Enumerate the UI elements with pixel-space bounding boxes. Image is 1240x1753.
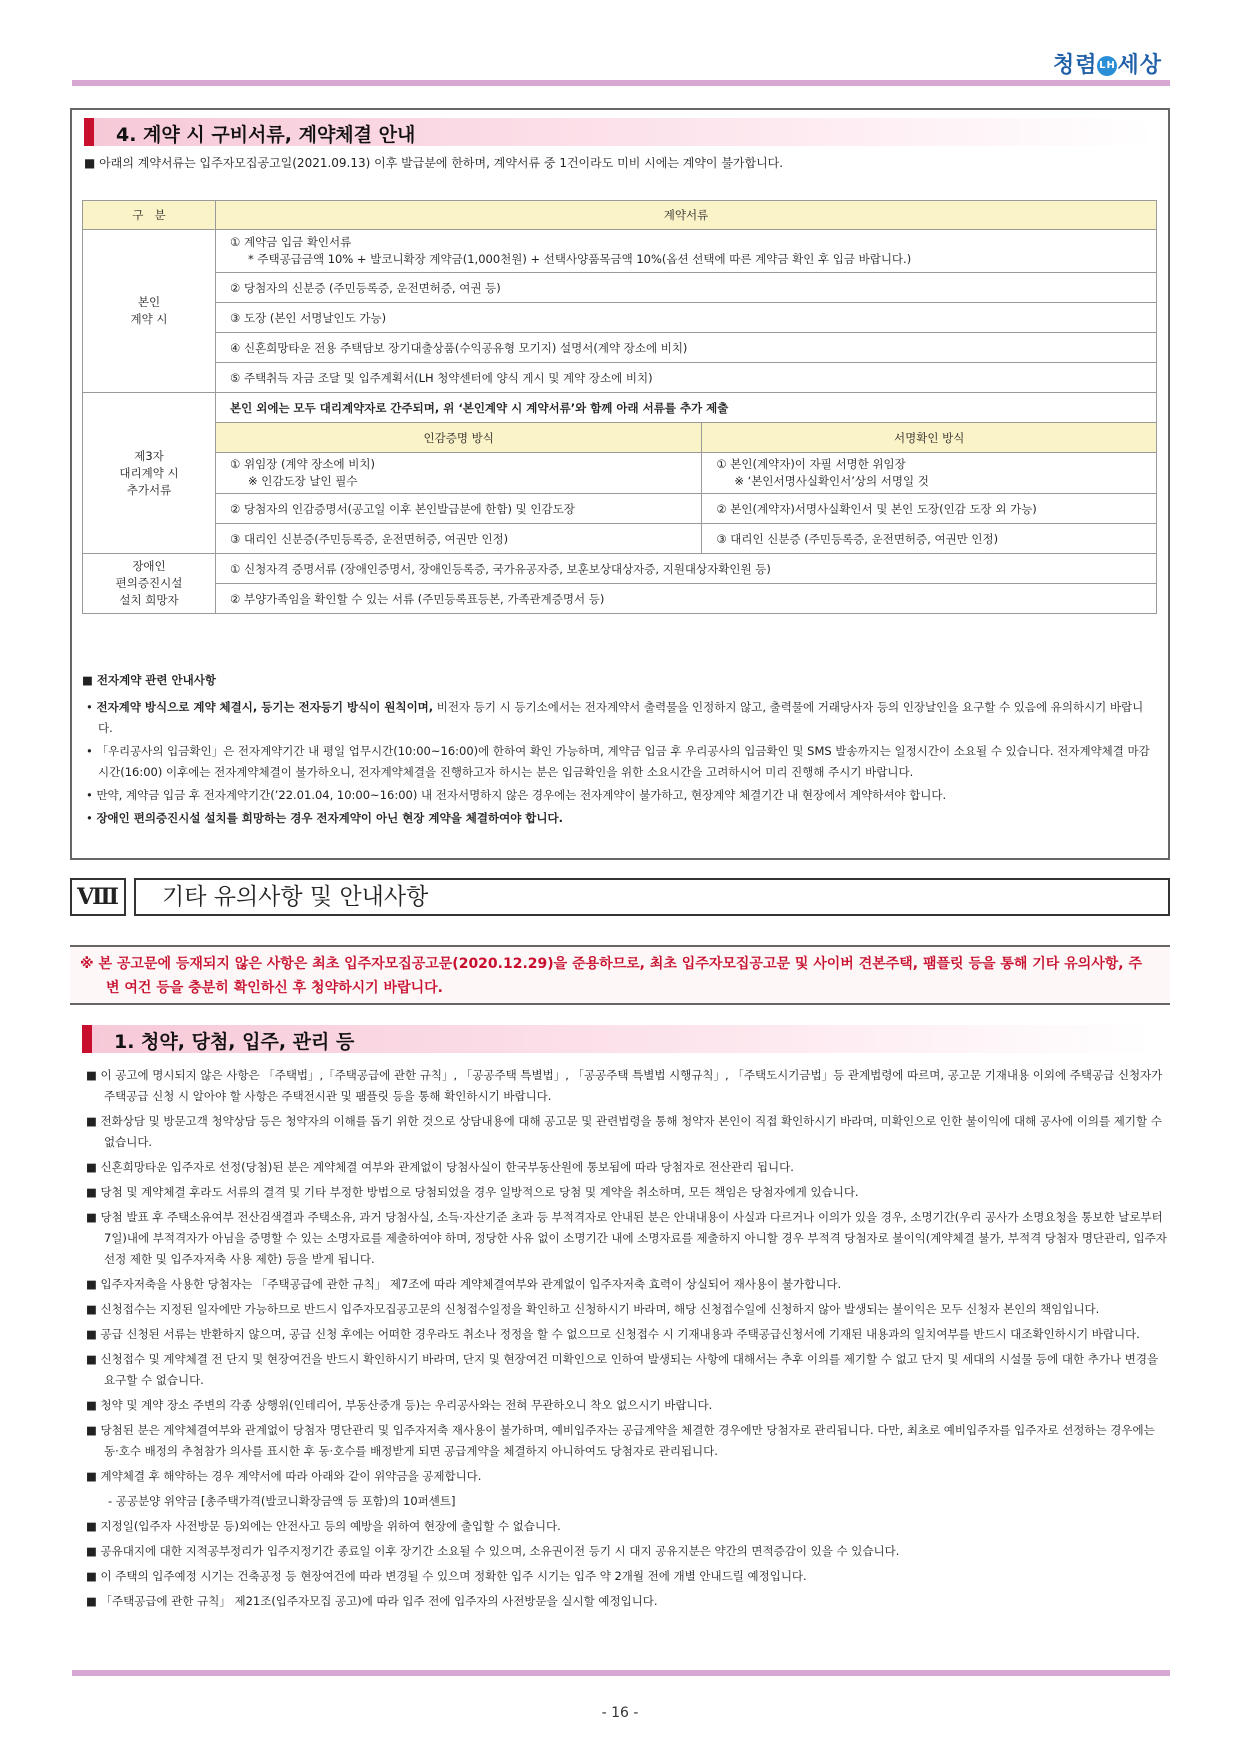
list-item: • 전자계약 방식으로 계약 체결시, 등기는 전자등기 방식이 원칙이며, 비전자 등기 시 등기소에서는 전자계약서 출력물을 인정하지 않고, 출력물에 거래당사자 등의 인장날인을 요구할 수 있음에 유의하시기 바랍니다. xyxy=(86,700,1144,735)
row-label-self: 본인 계약 시 xyxy=(83,230,216,393)
section4-note: ■ 아래의 계약서류는 입주자모집공고일(2021.09.13) 이후 발급분에 한하며, 계약서류 중 1건이라도 미비 시에는 계약이 불가합니다. xyxy=(84,156,784,170)
table-cell: ① 위임장 (계약 장소에 비치) ※ 인감도장 날인 필수 xyxy=(216,453,702,494)
list-item: ■ 신청접수는 지정된 일자에만 가능하므로 반드시 입주자모집공고문의 신청접수일정을 확인하고 신청하시기 바라며, 해당 신청접수일에 신청하지 않아 발생되는 불이익은 모두 신청자 본인의 책임입니다. xyxy=(86,1302,1100,1316)
section4-title: 4. 계약 시 구비서류, 계약체결 안내 xyxy=(116,124,416,146)
list-item: • 「우리공사의 입금확인」은 전자계약기간 내 평일 업무시간(10:00~16:00)에 한하여 확인 가능하며, 계약금 입금 후 우리공사의 입금확인 및 SMS 발송까지는 일정시간이 소요될 수 있습니다. 전자계약체결 마감시간(16:00) 이후에는 전자계약체결이 불가하오니, 전자계약체결을 진행하고자 하시는 분은 입금확인을 위한 소요시간을 고려하시어 미리 진행해 주시기 바랍니다. xyxy=(86,744,1150,779)
list-item: • 장애인 편의증진시설 설치를 희망하는 경우 전자계약이 아닌 현장 계약을 체결하여야 합니다. xyxy=(86,811,563,825)
list-subitem: - 공공분양 위약금 [총주택가격(발코니확장금액 등 포함)의 10퍼센트] xyxy=(108,1494,456,1508)
electronic-title: ■ 전자계약 관련 안내사항 xyxy=(82,673,216,687)
section8-title: 기타 유의사항 및 안내사항 xyxy=(134,878,1170,916)
section8-number: Ⅷ xyxy=(70,878,126,916)
list-item: ■ 「주택공급에 관한 규칙」 제21조(입주자모집 공고)에 따라 입주 전에 입주자의 사전방문을 실시할 예정입니다. xyxy=(86,1594,658,1608)
table-cell: ① 계약금 입금 확인서류 * 주택공급금액 10% + 발코니확장 계약금(1,000천원) + 선택사양품목금액 10%(옵션 선택에 따른 계약금 확인 후 입금 바랍니다.) xyxy=(216,230,1157,273)
table-cell: ① 본인(계약자)이 자필 서명한 위임장 ※ ‘본인서명사실확인서’상의 서명일 것 xyxy=(702,453,1157,494)
bottom-divider xyxy=(72,1670,1170,1676)
list-item: ■ 당첨된 분은 계약체결여부와 관계없이 당첨자 명단관리 및 입주자저축 재사용이 불가하며, 예비입주자는 공급계약을 체결한 경우에만 당첨자로 관리됩니다. 다만, 최초로 예비입주자를 입주자로 선정하는 경우에는 동·호수 배정의 추첨참가 의사를 표시한 후 동·호수를 배정받게 되면 공급계약을 체결하지 아니하여도 당첨자로 관리됩니다. xyxy=(86,1423,1155,1458)
list-item: ■ 공유대지에 대한 지적공부정리가 입주지정기간 종료일 이후 장기간 소요될 수 있으며, 소유권이전 등기 시 대지 공유지분은 약간의 면적증감이 있을 수 있습니다. xyxy=(86,1544,900,1558)
col-header-category: 구 분 xyxy=(83,201,216,230)
row-label-agent: 제3자 대리계약 시 추가서류 xyxy=(83,393,216,554)
sub-header-signature: 서명확인 방식 xyxy=(702,423,1157,453)
contract-documents-table xyxy=(82,200,1157,614)
list-item: ■ 전화상담 및 방문고객 청약상담 등은 청약자의 이해를 돕기 위한 것으로 상담내용에 대해 공고문 및 관련법령을 통해 청약자 본인이 직접 확인하시기 바라며, 미확인으로 인한 불이익에 대해 공사에 이의를 제기할 수 없습니다. xyxy=(86,1114,1162,1149)
table-cell: ② 당첨자의 신분증 (주민등록증, 운전면허증, 여권 등) xyxy=(216,273,1157,303)
table-cell: ③ 대리인 신분증(주민등록증, 운전면허증, 여권만 인정) xyxy=(216,524,702,554)
notice-list xyxy=(82,1065,1167,1616)
section4-box xyxy=(70,108,1170,860)
section4-header xyxy=(84,118,1154,146)
electronic-contract-notice xyxy=(82,670,1157,831)
list-item: ■ 당첨 발표 후 주택소유여부 전산검색결과 주택소유, 과거 당첨사실, 소득·자산기준 초과 등 부적격자로 안내된 분은 안내내용이 사실과 다르거나 이의가 있을 경우, 소명기간(우리 공사가 소명요청을 통보한 날로부터 7일)내에 부적격자가 아님을 증명할 수 있는 소명자료를 제출하여야 하며, 정당한 사유 없이 소명기간 내에 소명자료를 제출하지 아니할 경우 부적격 당첨자로 불이익(계약체결 불가, 부적격 당첨자 명단관리, 입주자선정 제한 및 입주자저축 사용 제한) 등을 받게 됩니다. xyxy=(86,1210,1167,1266)
table-cell: ③ 대리인 신분증 (주민등록증, 운전면허증, 여권만 인정) xyxy=(702,524,1157,554)
table-cell: ③ 도장 (본인 서명날인도 가능) xyxy=(216,303,1157,333)
table-cell: ④ 신혼희망타운 전용 주택담보 장기대출상품(수익공유형 모기지) 설명서(계약 장소에 비치) xyxy=(216,333,1157,363)
table-cell: ② 본인(계약자)서명사실확인서 및 본인 도장(인감 도장 외 가능) xyxy=(702,494,1157,524)
top-divider xyxy=(72,80,1170,86)
table-cell: 본인 외에는 모두 대리계약자로 간주되며, 위 ‘본인계약 시 계약서류’와 함께 아래 서류를 추가 제출 xyxy=(216,393,1157,423)
table-cell: ⑤ 주택취득 자금 조달 및 입주계획서(LH 청약센터에 양식 게시 및 계약 장소에 비치) xyxy=(216,363,1157,393)
list-item: ■ 신청접수 및 계약체결 전 단지 및 현장여건을 반드시 확인하시기 바라며, 단지 및 현장여건 미확인으로 인하여 발생되는 사항에 대해서는 추후 이의를 제기할 수 없고 단지 및 세대의 시설물 등에 대한 추가나 변경을 요구할 수 없습니다. xyxy=(86,1352,1159,1387)
subsection1-header xyxy=(82,1025,1152,1053)
section8-header xyxy=(70,878,1170,918)
table-cell: ② 부양가족임을 확인할 수 있는 서류 (주민등록표등본, 가족관계증명서 등) xyxy=(216,584,1157,614)
list-item: ■ 지정일(입주자 사전방문 등)외에는 안전사고 등의 예방을 위하여 현장에 출입할 수 없습니다. xyxy=(86,1519,561,1533)
col-header-documents: 계약서류 xyxy=(216,201,1157,230)
page-number: - 16 - xyxy=(601,1705,639,1721)
subsection1-title: 1. 청약, 당첨, 입주, 관리 등 xyxy=(114,1031,355,1053)
list-item: ■ 입주자저축을 사용한 당첨자는 「주택공급에 관한 규칙」 제7조에 따라 계약체결여부와 관계없이 입주자저축 효력이 상실되어 재사용이 불가합니다. xyxy=(86,1277,842,1291)
list-item: ■ 계약체결 후 해약하는 경우 계약서에 따라 아래와 같이 위약금을 공제합니다. xyxy=(86,1469,482,1483)
list-item: ■ 이 공고에 명시되지 않은 사항은 「주택법」,「주택공급에 관한 규칙」, 「공공주택 특별법」, 「공공주택 특별법 시행규칙」, 「주택도시기금법」등 관계법령에 따르며, 공고문 기재내용 이외에 주택공급 신청자가 주택공급 신청 시 알아야 할 사항은 주택전시관 및 팸플릿 등을 통해 확인하시기 바랍니다. xyxy=(86,1068,1163,1103)
table-cell: ① 신청자격 증명서류 (장애인증명서, 장애인등록증, 국가유공자증, 보훈보상대상자증, 지원대상자확인원 등) xyxy=(216,554,1157,584)
brand-logo: 청렴 LH세상 xyxy=(1052,53,1162,78)
table-cell: ② 당첨자의 인감증명서(공고일 이후 본인발급분에 한함) 및 인감도장 xyxy=(216,494,702,524)
list-item: ■ 당첨 및 계약체결 후라도 서류의 결격 및 기타 부정한 방법으로 당첨되었을 경우 일방적으로 당첨 및 계약을 취소하며, 모든 책임은 당첨자에게 있습니다. xyxy=(86,1185,859,1199)
sub-header-seal: 인감증명 방식 xyxy=(216,423,702,453)
list-item: ■ 청약 및 계약 장소 주변의 각종 상행위(인테리어, 부동산중개 등)는 우리공사와는 전혀 무관하오니 착오 없으시기 바랍니다. xyxy=(86,1398,713,1412)
logo-mark-icon: LH xyxy=(1097,56,1117,76)
list-item: • 만약, 계약금 입금 후 전자계약기간(’22.01.04, 10:00~16:00) 내 전자서명하지 않은 경우에는 전자계약이 불가하고, 현장계약 체결기간 내 현장에서 계약하셔야 합니다. xyxy=(86,788,947,802)
row-label-disabled: 장애인 편의증진시설 설치 희망자 xyxy=(83,554,216,614)
list-item: ■ 신혼희망타운 입주자로 선정(당첨)된 분은 계약체결 여부와 관계없이 당첨사실이 한국부동산원에 통보됨에 따라 당첨자로 전산관리 됩니다. xyxy=(86,1160,794,1174)
list-item: ■ 이 주택의 입주예정 시기는 건축공정 등 현장여건에 따라 변경될 수 있으며 정확한 입주 시기는 입주 약 2개월 전에 개별 안내드릴 예정입니다. xyxy=(86,1569,807,1583)
list-item: ■ 공급 신청된 서류는 반환하지 않으며, 공급 신청 후에는 어떠한 경우라도 취소나 정정을 할 수 없으므로 신청접수 시 기재내용과 주택공급신청서에 기재된 내용과의 일치여부를 반드시 대조확인하시기 바랍니다. xyxy=(86,1327,1140,1341)
reference-warning: ※ 본 공고문에 등재되지 않은 사항은 최초 입주자모집공고문(2020.12.29)을 준용하므로, 최초 입주자모집공고문 및 사이버 견본주택, 팸플릿 등을 통해 기타 유의사항, 주변 여건 등을 충분히 확인하신 후 청약하시기 바랍니다. xyxy=(70,945,1170,1005)
